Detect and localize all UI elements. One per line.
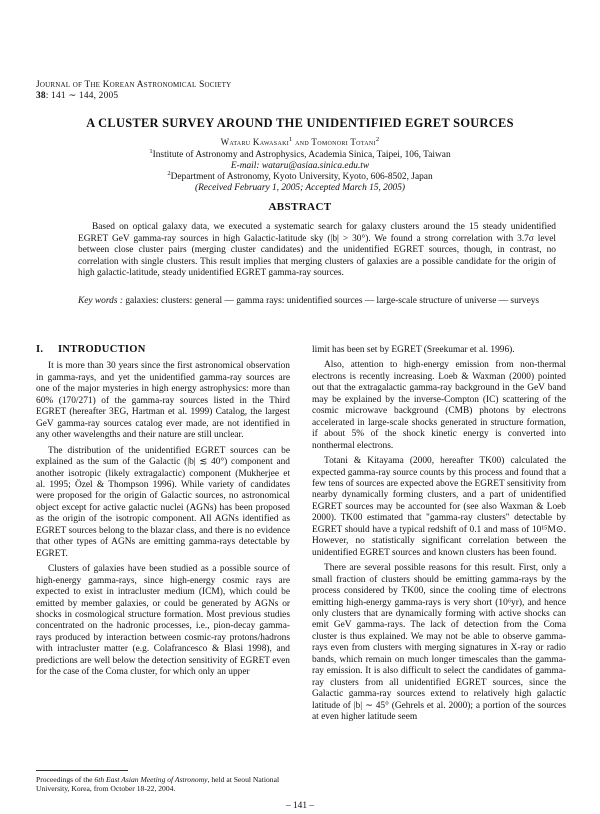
footnote-rule bbox=[36, 770, 128, 771]
right-paragraph-1: limit has been set by EGRET (Sreekumar et al. 1996). bbox=[312, 345, 515, 355]
affiliation-2-text: Department of Astronomy, Kyoto University, Kyoto, 606-8502, Japan bbox=[170, 172, 433, 182]
page-number: – 141 – bbox=[285, 801, 315, 811]
abstract-heading: ABSTRACT bbox=[268, 201, 332, 213]
email: E-mail: wataru@asiaa.sinica.edu.tw bbox=[230, 161, 370, 171]
journal-name-rest: ournal of The Korean Astronomical Society bbox=[39, 80, 232, 90]
left-paragraph-2: The distribution of the unidentified EGRET sources can be explained as the sum of the Galactic (|b| ≲ 40°) component and another isotropic (likely extragalactic) component (Mukherjee et al. 1995; Özel & Thompson 1996). While variety of candidates were proposed for the origin of Galactic sources, no astronomical object except for active galactic nuclei (AGNs) has been proposed as the origin of the isotropic component. All AGNs identified as EGRET sources belong to the blazar class, and there is no evidence that other types of AGNs are emitting gamma-rays detectable by EGRET. bbox=[36, 445, 290, 559]
affiliation-2 bbox=[0, 169, 600, 183]
footnote-conference: 6th East Asian Meeting of Astronomy bbox=[94, 775, 208, 784]
right-column bbox=[312, 345, 566, 724]
journal-name-initial: J bbox=[36, 80, 40, 90]
journal-volume: 38 bbox=[36, 91, 46, 101]
journal-header bbox=[36, 80, 231, 102]
keywords-text: galaxies: clusters: general — gamma rays: unidentified sources — large-scale structure of universe — surveys bbox=[122, 296, 540, 306]
left-column bbox=[36, 344, 290, 679]
affiliation-2-mark: 2 bbox=[167, 169, 171, 177]
journal-name bbox=[36, 80, 231, 91]
author-and: and bbox=[292, 137, 312, 147]
abstract-text: Based on optical galaxy data, we executed a systematic search for galaxy clusters around the 15 steady unidentified EGRET GeV gamma-ray sources in high Galactic-latitude sky (|b| > 30°). We found a strong correlation with 3.7σ level between close cluster pairs (merging cluster candidates) and the unidentified EGRET sources, though, in contrast, no correlation with single clusters. This result implies that merging clusters of galaxies are a possible candidate for the origin of high galactic-latitude, steady unidentified EGRET gamma-ray sources. bbox=[78, 222, 556, 279]
left-paragraph-3: Clusters of galaxies have been studied as a possible source of high-energy gamma-rays, since high-energy cosmic rays are expected to exist in intracluster medium (ICM), which could be emitted by member galaxies, or could be generated by AGNs or shocks in cosmological structure formation. Most previous studies concentrated on the hadronic processes, i.e., pion-decay gamma-rays produced by interaction between cosmic-ray protons/hadrons with intracluster matter (e.g. Colafrancesco & Blasi 1998), and predictions are well below the detection sensitivity of EGRET even for the case of the Coma cluster, for which only an upper bbox=[36, 564, 290, 678]
right-paragraph-2: Also, attention to high-energy emission from non-thermal electrons is recently increasing. Loeb & Waxman (2000) pointed out that the extragalactic gamma-ray background in the GeV band may be explained by the inverse-Compton (IC) scattering of the cosmic microwave background (CMB) photons by electrons accelerated in large-scale shocks generated in structure formation, if about 5% of the shock kinetic energy is converted into nonthermal electrons. bbox=[312, 360, 566, 451]
left-paragraph-1: It is more than 30 years since the first astronomical observation in gamma-rays, and yet the unidentified gamma-ray sources are one of the major mysteries in high energy astrophysics: more than 60% (170/271) of the gamma-ray sources listed in the Third EGRET (hereafter 3EG, Hartman et al. 1999) Catalog, the largest GeV gamma-ray sources catalog ever made, are not identified in any other wavelengths and their nature are still unclear. bbox=[36, 361, 290, 441]
keywords-label: Key words : bbox=[78, 296, 123, 306]
footnote bbox=[36, 775, 290, 793]
right-paragraph-3: Totani & Kitayama (2000, hereafter TK00) calculated the expected gamma-ray source counts by this process and found that a few tens of sources are expected above the EGRET sensitivity from nearby dynamically forming clusters, and a part of unidentified EGRET sources may be accounted for (see also Waxman & Loeb 2000). TK00 estimated that "gamma-ray clusters" detectable by EGRET should have a typical redshift of 0.1 and mass of 10¹⁵M⊙. However, no statistically significant correlation between the unidentified EGRET sources and known clusters has been found. bbox=[312, 456, 566, 558]
received-dates: (Received February 1, 2005; Accepted March 15, 2005) bbox=[194, 183, 406, 193]
author-2-mark: 2 bbox=[375, 136, 380, 143]
journal-volume-line bbox=[36, 91, 231, 102]
affiliation-1-mark: 1 bbox=[149, 147, 153, 155]
journal-pages: : 141 ∼ 144, 2005 bbox=[45, 91, 119, 101]
author-1: Wataru Kawasaki bbox=[220, 137, 290, 147]
author-2: Tomonori Totani bbox=[311, 137, 376, 147]
keywords bbox=[78, 296, 556, 308]
footnote-suffix: , held at Seoul National University, Korea, from October 18-22, 2004. bbox=[36, 775, 280, 793]
footnote-prefix: Proceedings of the bbox=[36, 775, 95, 784]
section-number: I. bbox=[36, 344, 44, 355]
paper-title: A CLUSTER SURVEY AROUND THE UNIDENTIFIED EGRET SOURCES bbox=[86, 116, 514, 130]
author-1-mark: 1 bbox=[289, 136, 293, 143]
affiliation-1-text: Institute of Astronomy and Astrophysics, Academia Sinica, Taipei, 106, Taiwan bbox=[152, 150, 451, 160]
affiliation-1 bbox=[0, 147, 600, 161]
section-title: INTRODUCTION bbox=[58, 344, 146, 355]
right-paragraph-4: There are several possible reasons for this result. First, only a small fraction of clusters should be emitting gamma-rays by the process considered by TK00, since the cooling time of electrons emitting high-energy gamma-rays is very short (10⁶yr), and hence only clusters that are dynamically forming with active shocks can emit GeV gamma-rays. The lack of detection from the Coma cluster is thus explained. We may not be able to observe gamma-rays even from clusters with merging signatures in X-ray or radio bands, which remain on much longer timescales than the gamma-ray emission. It is also difficult to select the candidates of gamma-ray clusters from all unidentified EGRET sources, since the Galactic gamma-ray sources extend to relatively high galactic latitude of |b| ∼ 45° (Gehrels et al. 2000); a portion of the sources at even higher latitude seem bbox=[312, 563, 566, 723]
author-line bbox=[0, 137, 600, 147]
section-heading bbox=[36, 344, 290, 355]
